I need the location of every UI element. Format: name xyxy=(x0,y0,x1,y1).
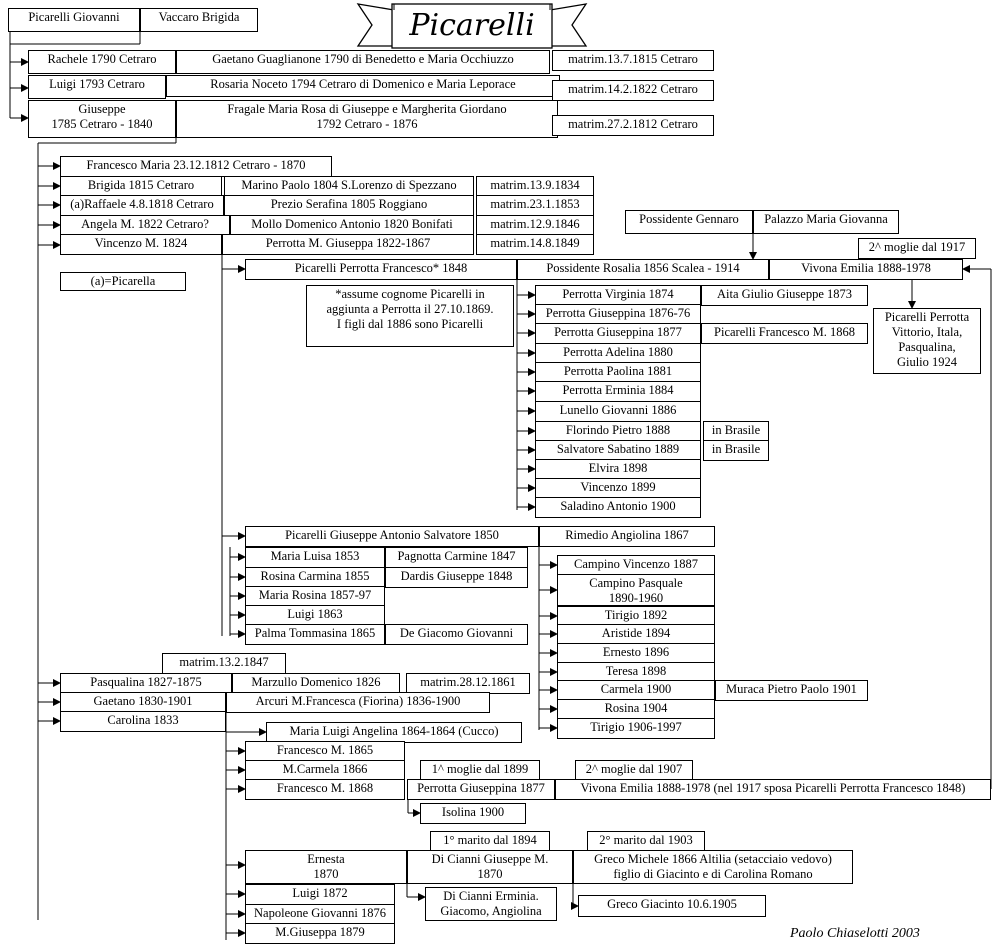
tree-node: matrim.13.7.1815 Cetraro xyxy=(552,50,714,71)
tree-node: Gaetano 1830-1901 xyxy=(60,692,226,713)
tree-node: Elvira 1898 xyxy=(535,459,701,480)
tree-node: Campino Vincenzo 1887 xyxy=(557,555,715,576)
tree-node: 1^ moglie dal 1899 xyxy=(420,760,540,781)
tree-node: matrim.23.1.1853 xyxy=(476,195,594,216)
tree-node: Marzullo Domenico 1826 xyxy=(232,673,400,694)
tree-node: Prezio Serafina 1805 Roggiano xyxy=(224,195,474,216)
tree-node: Tirigio 1892 xyxy=(557,606,715,627)
tree-node: Arcuri M.Francesca (Fiorina) 1836-1900 xyxy=(226,692,490,713)
tree-node: 2° marito dal 1903 xyxy=(587,831,705,852)
tree-node: Picarelli Giovanni xyxy=(8,8,140,32)
tree-node: Aristide 1894 xyxy=(557,624,715,645)
tree-node: Isolina 1900 xyxy=(420,803,526,824)
tree-node: Carmela 1900 xyxy=(557,680,715,701)
tree-node: Picarelli Perrotta Francesco* 1848 xyxy=(245,259,517,280)
tree-node: Possidente Gennaro xyxy=(625,210,753,234)
tree-node: Vivona Emilia 1888-1978 (nel 1917 sposa Picarelli Perrotta Francesco 1848) xyxy=(555,779,991,800)
tree-node: (a)Raffaele 4.8.1818 Cetraro xyxy=(60,195,224,216)
tree-node: Marino Paolo 1804 S.Lorenzo di Spezzano xyxy=(224,176,474,197)
tree-node: Perrotta Virginia 1874 xyxy=(535,285,701,306)
tree-node: Campino Pasquale 1890-1960 xyxy=(557,574,715,606)
tree-node: Perrotta Erminia 1884 xyxy=(535,381,701,402)
tree-node: Vincenzo 1899 xyxy=(535,478,701,499)
tree-node: Pagnotta Carmine 1847 xyxy=(385,547,528,568)
tree-node: M.Giuseppa 1879 xyxy=(245,923,395,944)
tree-node: Greco Giacinto 10.6.1905 xyxy=(578,895,766,917)
tree-node: Aita Giulio Giuseppe 1873 xyxy=(701,285,868,306)
tree-node: matrim.27.2.1812 Cetraro xyxy=(552,115,714,136)
tree-node: Luigi 1872 xyxy=(245,884,395,905)
tree-node: Picarelli Perrotta Vittorio, Itala, Pasqualina, Giulio 1924 xyxy=(873,308,981,374)
tree-node: Florindo Pietro 1888 xyxy=(535,421,701,442)
tree-node: Francesco M. 1868 xyxy=(245,779,405,800)
tree-node: Napoleone Giovanni 1876 xyxy=(245,904,395,925)
tree-node: Perrotta Giuseppina 1877 xyxy=(535,323,701,344)
tree-node: Pasqualina 1827-1875 xyxy=(60,673,232,694)
page-title: Picarelli xyxy=(409,8,535,43)
tree-node: 2^ moglie dal 1907 xyxy=(575,760,693,781)
tree-node: Dardis Giuseppe 1848 xyxy=(385,567,528,588)
tree-node: Perrotta Giuseppina 1877 xyxy=(407,779,555,800)
tree-node: M.Carmela 1866 xyxy=(245,760,405,781)
tree-node: 1° marito dal 1894 xyxy=(430,831,550,852)
tree-node: Rosina Carmina 1855 xyxy=(245,567,385,588)
tree-node: Possidente Rosalia 1856 Scalea - 1914 xyxy=(517,259,769,280)
tree-node: Vaccaro Brigida xyxy=(140,8,258,32)
tree-node: matrim.14.8.1849 xyxy=(476,234,594,255)
tree-node: Rimedio Angiolina 1867 xyxy=(539,526,715,547)
tree-node: Maria Luigi Angelina 1864-1864 (Cucco) xyxy=(266,722,522,743)
tree-node: (a)=Picarella xyxy=(60,272,186,291)
tree-node: Picarelli Giuseppe Antonio Salvatore 1850 xyxy=(245,526,539,547)
tree-node: Francesco Maria 23.12.1812 Cetraro - 1870 xyxy=(60,156,332,177)
tree-node: Perrotta Adelina 1880 xyxy=(535,343,701,364)
tree-node: matrim.14.2.1822 Cetraro xyxy=(552,80,714,101)
tree-node: matrim.13.2.1847 xyxy=(162,653,286,674)
tree-node: Muraca Pietro Paolo 1901 xyxy=(715,680,868,701)
tree-node: Ernesta 1870 xyxy=(245,850,407,884)
tree-node: Palma Tommasina 1865 xyxy=(245,624,385,645)
tree-node: Rosina 1904 xyxy=(557,699,715,720)
tree-node: Perrotta Paolina 1881 xyxy=(535,362,701,383)
tree-node: Francesco M. 1865 xyxy=(245,741,405,762)
tree-node: *assume cognome Picarelli in aggiunta a Perrotta il 27.10.1869. I figli dal 1886 sono Picarelli xyxy=(306,285,514,347)
tree-node: Tirigio 1906-1997 xyxy=(557,718,715,739)
tree-node: Vivona Emilia 1888-1978 xyxy=(769,259,963,280)
tree-node: Palazzo Maria Giovanna xyxy=(753,210,899,234)
tree-node: De Giacomo Giovanni xyxy=(385,624,528,645)
tree-node: matrim.12.9.1846 xyxy=(476,215,594,236)
tree-node: Giuseppe 1785 Cetraro - 1840 xyxy=(28,100,176,138)
tree-node: Maria Luisa 1853 xyxy=(245,547,385,568)
tree-node: Luigi 1793 Cetraro xyxy=(28,75,166,99)
tree-node: Rachele 1790 Cetraro xyxy=(28,50,176,74)
tree-node: Picarelli Francesco M. 1868 xyxy=(701,323,868,344)
tree-node: Teresa 1898 xyxy=(557,662,715,683)
tree-node: Carolina 1833 xyxy=(60,711,226,732)
tree-node: matrim.28.12.1861 xyxy=(406,673,530,694)
tree-node: Ernesto 1896 xyxy=(557,643,715,664)
tree-node: Maria Rosina 1857-97 xyxy=(245,586,385,607)
tree-node: Vincenzo M. 1824 xyxy=(60,234,222,255)
tree-node: Rosaria Noceto 1794 Cetraro di Domenico e Maria Leporace xyxy=(166,75,560,97)
tree-node: 2^ moglie dal 1917 xyxy=(858,238,976,259)
tree-node: Saladino Antonio 1900 xyxy=(535,497,701,518)
tree-node: Mollo Domenico Antonio 1820 Bonifati xyxy=(230,215,474,236)
tree-node: Lunello Giovanni 1886 xyxy=(535,401,701,422)
tree-node: Greco Michele 1866 Altilia (setacciaio vedovo) figlio di Giacinto e di Carolina Romano xyxy=(573,850,853,884)
tree-node: Di Cianni Giuseppe M. 1870 xyxy=(407,850,573,884)
tree-node: Gaetano Guaglianone 1790 di Benedetto e Maria Occhiuzzo xyxy=(176,50,550,74)
tree-node: Angela M. 1822 Cetraro? xyxy=(60,215,230,236)
tree-node: Fragale Maria Rosa di Giuseppe e Margherita Giordano 1792 Cetraro - 1876 xyxy=(176,100,558,138)
tree-node: in Brasile xyxy=(703,421,769,442)
tree-node: Di Cianni Erminia. Giacomo, Angiolina xyxy=(425,887,557,921)
tree-node: in Brasile xyxy=(703,440,769,461)
author-signature: Paolo Chiaselotti 2003 xyxy=(790,926,920,941)
tree-node: Perrotta M. Giuseppa 1822-1867 xyxy=(222,234,474,255)
tree-node: Brigida 1815 Cetraro xyxy=(60,176,222,197)
tree-node: matrim.13.9.1834 xyxy=(476,176,594,197)
tree-node: Perrotta Giuseppina 1876-76 xyxy=(535,304,701,325)
tree-node: Salvatore Sabatino 1889 xyxy=(535,440,701,461)
tree-node: Luigi 1863 xyxy=(245,605,385,626)
